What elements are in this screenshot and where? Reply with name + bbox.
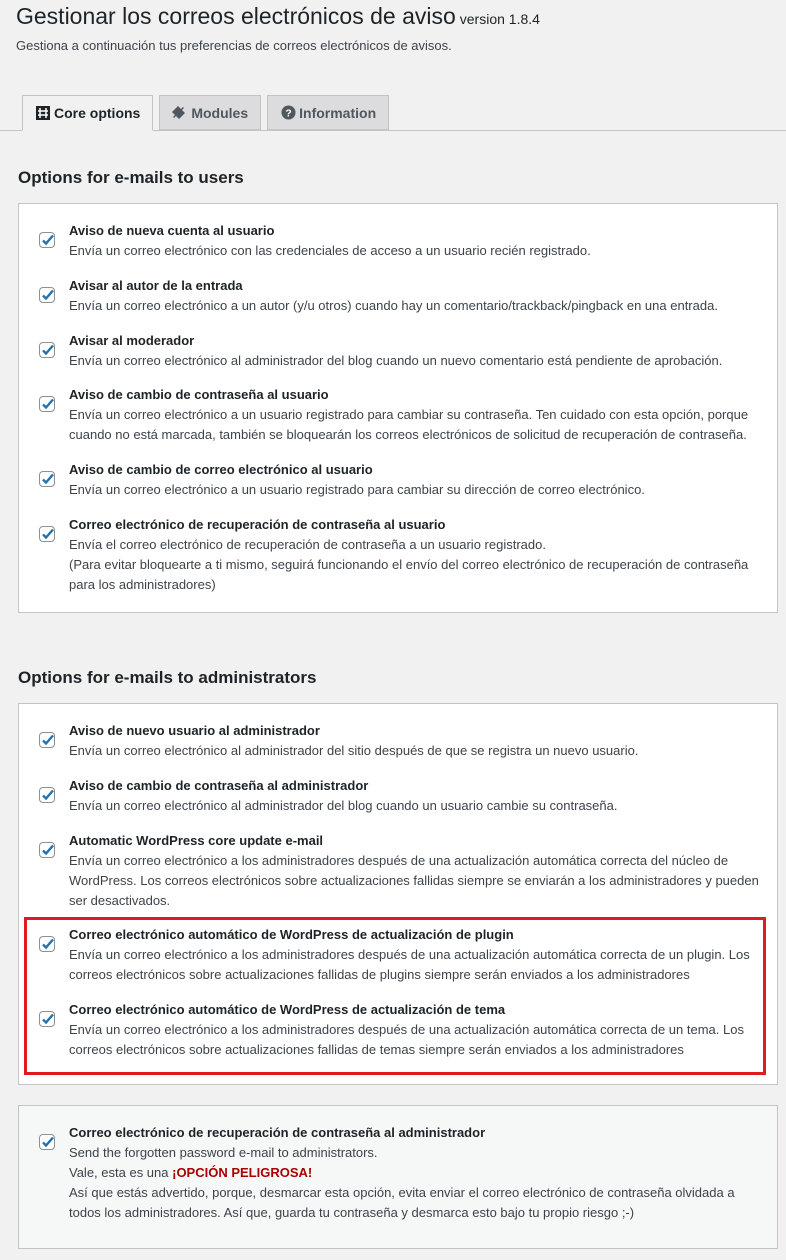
option-description: Envía el correo electrónico de recuperación de contraseña a un usuario registrado. (69, 537, 546, 552)
tab-label: Modules (191, 104, 249, 121)
version-label: version 1.8.4 (459, 11, 540, 27)
checkbox[interactable] (39, 342, 55, 358)
highlight-box (24, 917, 766, 1075)
checkbox[interactable] (39, 287, 55, 303)
core-options-icon (35, 105, 51, 121)
option-description: Envía un correo electrónico a un usuario registrado para cambiar su contraseña. Ten cuidado con esta opción, porque cuando no está marcada, también se bloquearán los correos electrónicos de solicitud de recuperación de contraseña. (69, 407, 749, 442)
tab-information[interactable] (267, 95, 389, 130)
option-description: Envía un correo electrónico a los administradores después de una actualización automática correcta de un tema. Los correos electrónicos sobre actualizaciones fallidas de temas siempre serán enviados a los administradores (69, 1022, 744, 1057)
checkbox[interactable] (39, 232, 55, 248)
option-title: Automatic WordPress core update e-mail (69, 833, 324, 848)
option-new-account-user (39, 221, 759, 261)
option-description: Send the forgotten password e-mail to administrators. (69, 1145, 378, 1160)
admins-section-title: Options for e-mails to administrators (18, 668, 317, 687)
option-note: (Para evitar bloquearte a ti mismo, seguirá funcionando el envío del correo electrónico de recuperación de contraseña para los administradores) (69, 557, 749, 592)
option-password-change-user (39, 385, 759, 445)
option-description: Envía un correo electrónico al administrador del blog cuando un usuario cambie su contraseña. (69, 798, 618, 813)
tab-modules[interactable] (159, 95, 261, 130)
option-title: Correo electrónico automático de WordPress de actualización de tema (69, 1002, 506, 1017)
option-description: Envía un correo electrónico a un usuario registrado para cambiar su dirección de correo electrónico. (69, 482, 645, 497)
option-description: Envía un correo electrónico al administrador del blog cuando un nuevo comentario está pendiente de aprobación. (69, 353, 723, 368)
page-subtitle: Gestiona a continuación tus preferencias de correos electrónicos de avisos. (16, 38, 452, 53)
danger-warning (69, 1163, 759, 1183)
tab-bar (22, 95, 395, 131)
plugin-icon (172, 105, 188, 121)
checkbox[interactable] (39, 1134, 55, 1150)
option-title: Correo electrónico automático de WordPress de actualización de plugin (69, 927, 514, 942)
option-core-update-email (39, 831, 759, 911)
option-notify-moderator (39, 331, 759, 371)
option-title: Aviso de nueva cuenta al usuario (69, 223, 275, 238)
option-password-recovery-admin (39, 1123, 759, 1223)
page-header (16, 2, 540, 53)
danger-explanation: Así que estás advertido, porque, desmarcar esta opción, evita enviar el correo electrónico de contraseña olvidada a todos los administradores. Así que, guarda tu contraseña y desmarca esto bajo tu propio riesgo ;-) (69, 1185, 735, 1220)
tab-label: Core options (54, 105, 141, 121)
checkbox[interactable] (39, 396, 55, 412)
option-title: Correo electrónico de recuperación de contraseña al administrador (69, 1125, 486, 1140)
users-section-title: Options for e-mails to users (18, 168, 244, 187)
page-title-text: Gestionar los correos electrónicos de aviso (16, 3, 456, 29)
option-title: Aviso de cambio de correo electrónico al usuario (69, 462, 373, 477)
option-password-change-admin (39, 776, 759, 816)
option-title: Aviso de nuevo usuario al administrador (69, 723, 320, 738)
option-description: Envía un correo electrónico a los administradores después de una actualización automática correcta de un plugin. Los correos electrónicos sobre actualizaciones fallidas de plugins siempre serán enviados a los administradores (69, 947, 750, 982)
info-icon (280, 105, 296, 121)
option-title: Avisar al autor de la entrada (69, 278, 243, 293)
option-description: Envía un correo electrónico con las credenciales de acceso a un usuario recién registrado. (69, 243, 591, 258)
option-title: Aviso de cambio de contraseña al administrador (69, 778, 369, 793)
option-new-user-admin (39, 721, 759, 761)
option-email-change-user (39, 460, 759, 500)
page-title (16, 2, 540, 33)
option-title: Correo electrónico de recuperación de contraseña al usuario (69, 517, 446, 532)
checkbox[interactable] (39, 526, 55, 542)
tab-core-options[interactable] (22, 95, 153, 131)
warning-prefix: Vale, esta es una (69, 1165, 173, 1180)
option-title: Avisar al moderador (69, 333, 195, 348)
option-description: Envía un correo electrónico a un autor (y/u otros) cuando hay un comentario/trackback/pingback en una entrada. (69, 298, 718, 313)
danger-label: ¡OPCIÓN PELIGROSA! (172, 1165, 313, 1180)
option-notify-author (39, 276, 759, 316)
checkbox[interactable] (39, 732, 55, 748)
checkbox[interactable] (39, 787, 55, 803)
svg-text:?: ? (284, 108, 292, 120)
option-password-recovery-user (39, 515, 759, 595)
checkbox[interactable] (39, 842, 55, 858)
danger-option-box (18, 1105, 778, 1249)
option-description: Envía un correo electrónico al administrador del sitio después de que se registra un nuevo usuario. (69, 743, 639, 758)
users-options-box (18, 203, 778, 613)
tab-label: Information (299, 104, 377, 121)
option-title: Aviso de cambio de contraseña al usuario (69, 387, 329, 402)
option-description: Envía un correo electrónico a los administradores después de una actualización automática correcta del núcleo de WordPress. Los correos electrónicos sobre actualizaciones fallidas siempre se enviarán a los administradores y pueden ser desactivados. (69, 853, 759, 908)
checkbox[interactable] (39, 471, 55, 487)
